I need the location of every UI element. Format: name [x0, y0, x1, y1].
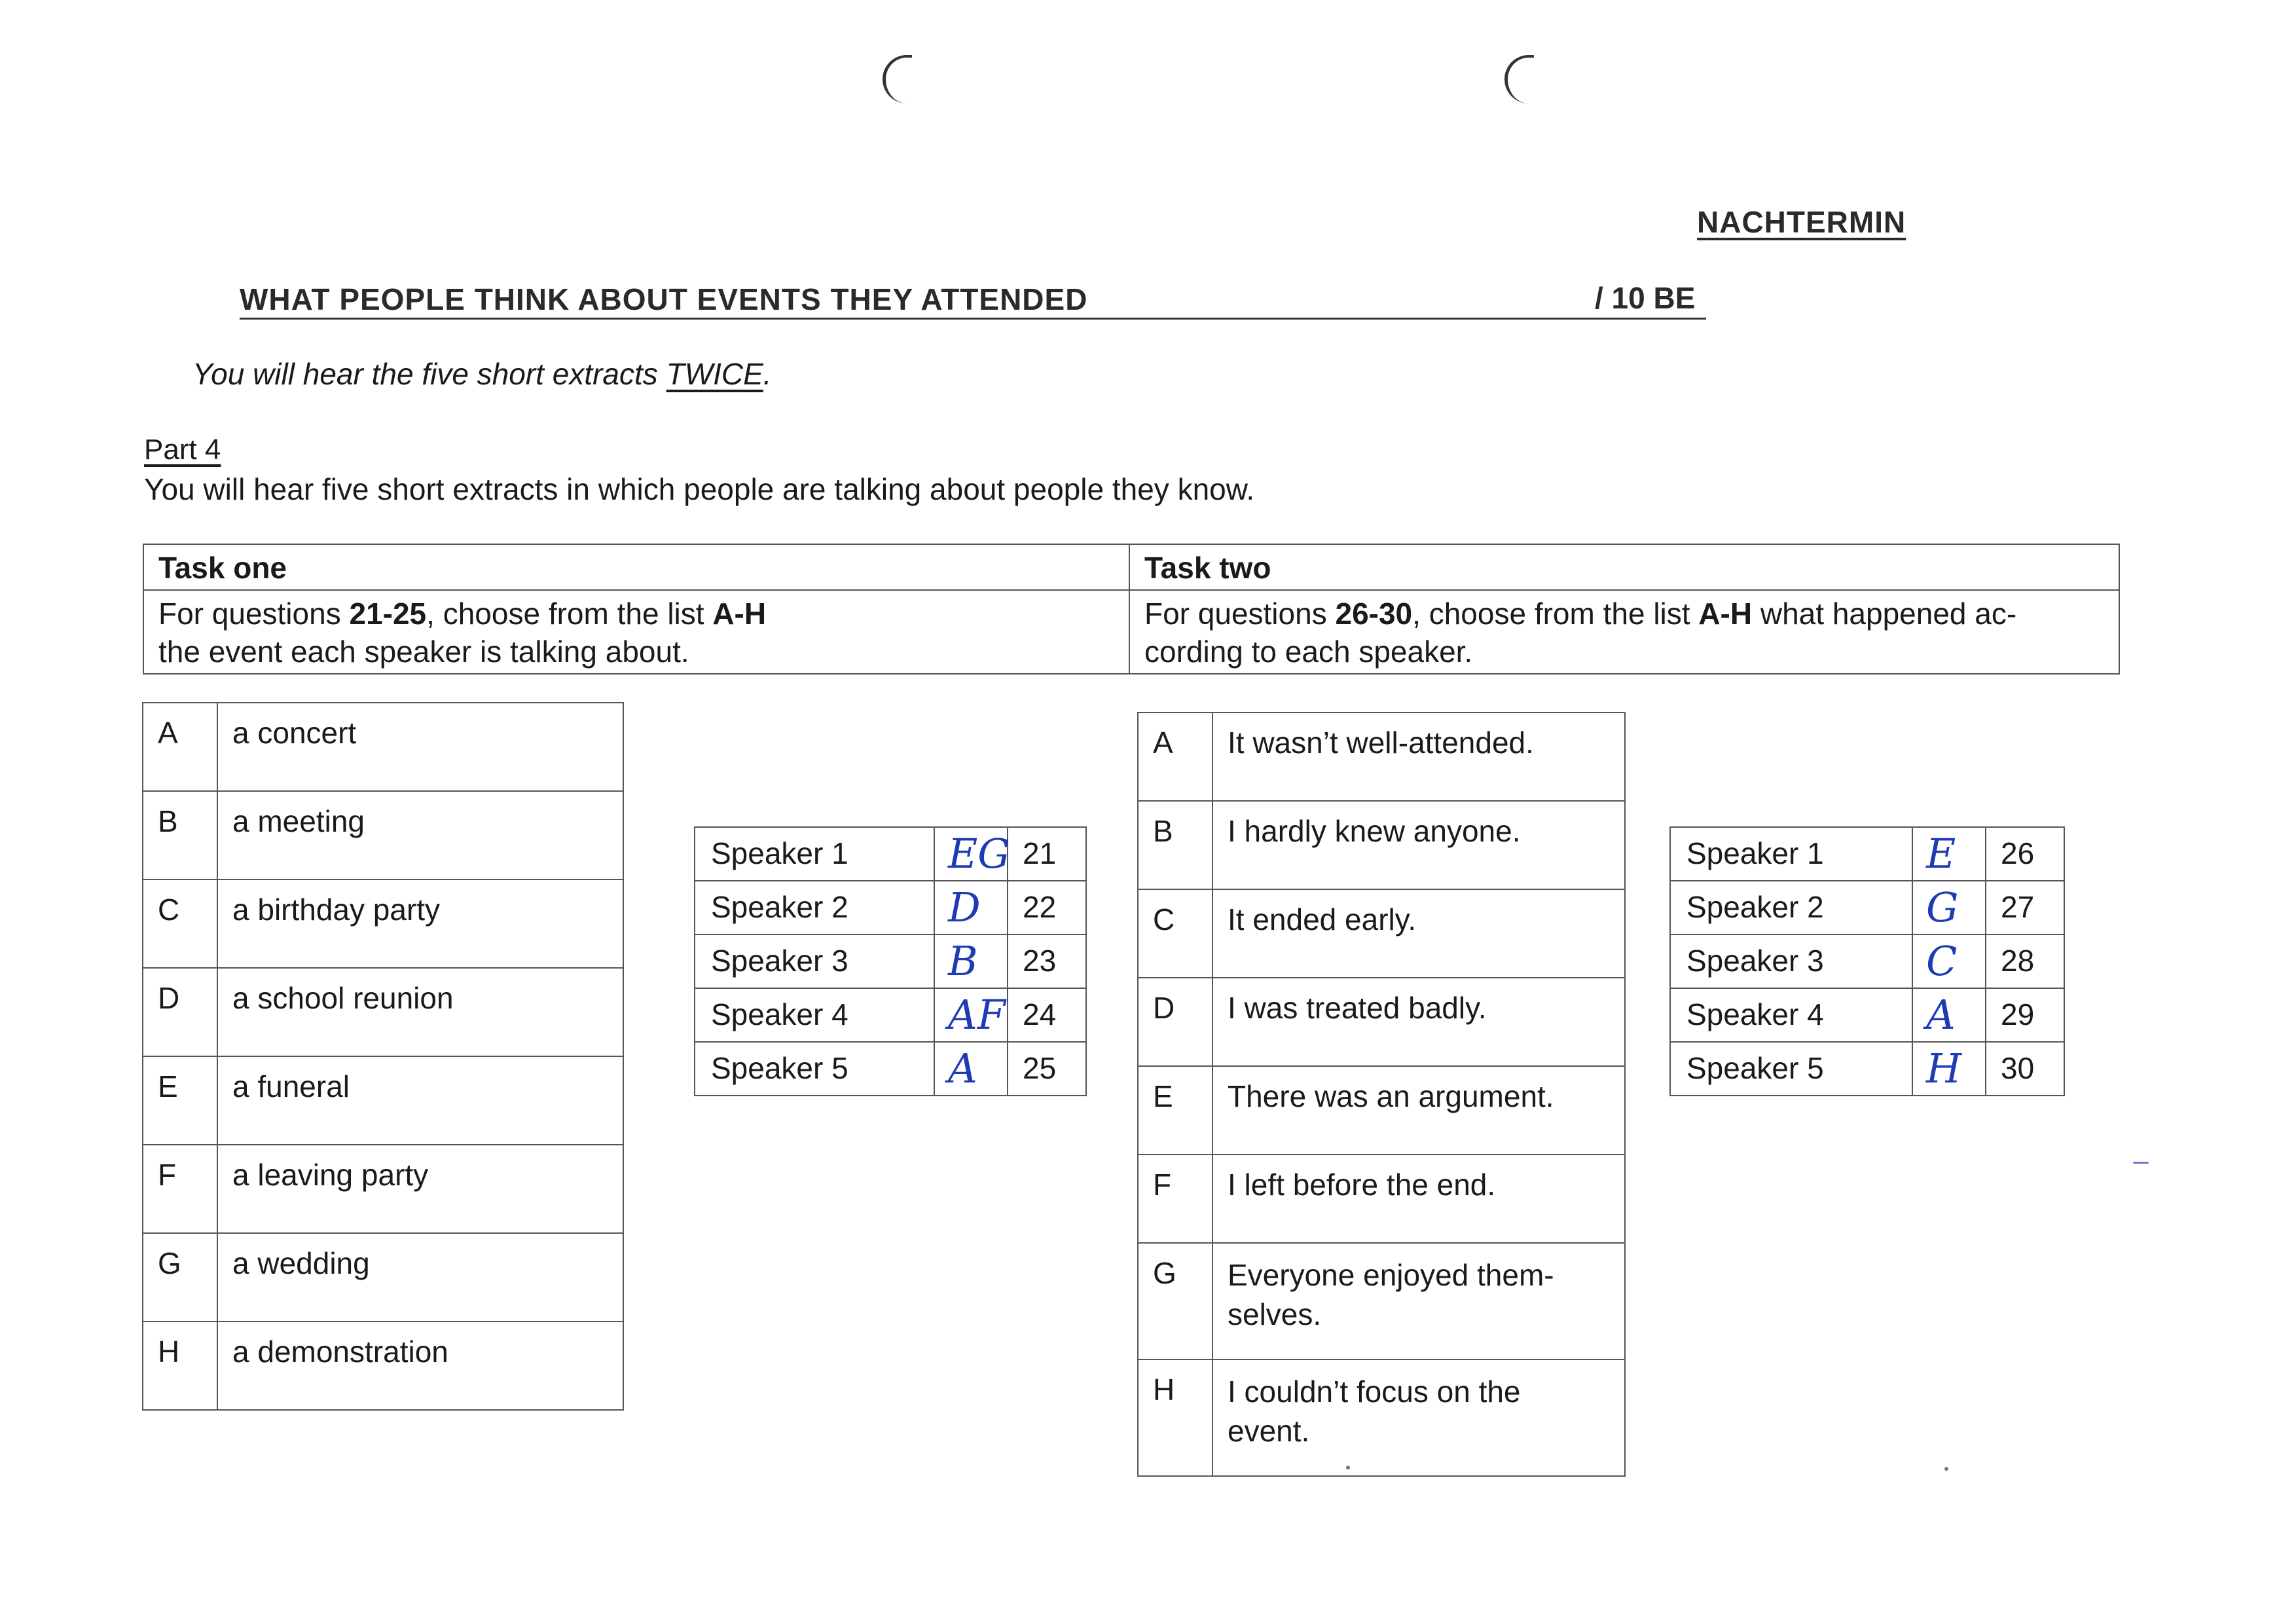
question-number: 27 [1986, 881, 2064, 934]
task-instructions-table [143, 544, 2120, 675]
handwritten-answer: EG [948, 830, 1010, 878]
option-text: a birthday party [217, 879, 623, 968]
table-row [1670, 988, 2064, 1042]
answer-cell[interactable] [1912, 881, 1986, 934]
list-item [143, 968, 623, 1056]
option-letter: B [1138, 801, 1212, 889]
task-one-text-mid: , choose from the list [426, 597, 713, 631]
option-text: a funeral [217, 1056, 623, 1145]
list-item [143, 791, 623, 879]
task-one-text: For questions [158, 597, 350, 631]
task-one-heading: Task one [143, 544, 1129, 590]
answer-cell[interactable] [1912, 827, 1986, 881]
question-number: 25 [1008, 1042, 1086, 1096]
option-text: a wedding [217, 1233, 623, 1322]
handwritten-answer: A [948, 1045, 977, 1092]
table-row [1670, 1042, 2064, 1096]
list-item [143, 1056, 623, 1145]
table-row [1670, 827, 2064, 881]
option-letter: H [1138, 1359, 1212, 1476]
task-one-answer-table [694, 826, 1087, 1096]
option-text: It wasn’t well-attended. [1212, 712, 1625, 801]
instruction-text: You will hear the five short extracts [192, 357, 666, 391]
option-text: a leaving party [217, 1145, 623, 1233]
list-item [1138, 1155, 1625, 1243]
option-letter: E [143, 1056, 217, 1145]
handwritten-answer: A [1926, 991, 1956, 1039]
task-one-text-line2: the event each speaker is talking about. [158, 635, 689, 669]
handwritten-answer: AF [948, 991, 1006, 1039]
instruction-end: . [763, 357, 772, 391]
task-two-list: A-H [1698, 597, 1753, 631]
list-item [1138, 712, 1625, 801]
ink-mark [2133, 1162, 2149, 1164]
answer-cell[interactable] [1912, 934, 1986, 988]
answer-cell[interactable] [934, 934, 1008, 988]
answer-cell[interactable] [934, 827, 1008, 881]
task-two-text: For questions [1144, 597, 1336, 631]
list-item [143, 703, 623, 791]
table-row [1670, 881, 2064, 934]
part-description: You will hear five short extracts in which people are talking about people they know. [144, 472, 1255, 506]
option-letter: B [143, 791, 217, 879]
speaker-label: Speaker 4 [695, 988, 934, 1042]
speaker-label: Speaker 5 [1670, 1042, 1912, 1096]
option-text: I left before the end. [1212, 1155, 1625, 1243]
list-item [143, 1145, 623, 1233]
option-text: a concert [217, 703, 623, 791]
question-number: 30 [1986, 1042, 2064, 1096]
task-two-heading: Task two [1129, 544, 2119, 590]
option-text-line1: Everyone enjoyed them- [1228, 1258, 1554, 1292]
option-text: a school reunion [217, 968, 623, 1056]
speaker-label: Speaker 5 [695, 1042, 934, 1096]
option-letter: E [1138, 1066, 1212, 1155]
option-text: I was treated badly. [1212, 978, 1625, 1066]
list-item [1138, 978, 1625, 1066]
list-item [1138, 1066, 1625, 1155]
page-title: WHAT PEOPLE THINK ABOUT EVENTS THEY ATTENDED [240, 282, 1088, 316]
option-text: I hardly knew anyone. [1212, 801, 1625, 889]
table-row [695, 827, 1086, 881]
option-letter: F [143, 1145, 217, 1233]
question-number: 24 [1008, 988, 1086, 1042]
handwritten-answer: C [1926, 937, 1958, 985]
question-number: 23 [1008, 934, 1086, 988]
answer-cell[interactable] [934, 881, 1008, 934]
question-number: 26 [1986, 827, 2064, 881]
option-letter: G [1138, 1243, 1212, 1359]
table-row [695, 1042, 1086, 1096]
speaker-label: Speaker 2 [1670, 881, 1912, 934]
task-two-text-post: what happened ac- [1752, 597, 2017, 631]
table-row [695, 988, 1086, 1042]
option-text [1212, 1243, 1625, 1359]
option-text-line2: selves. [1228, 1297, 1322, 1331]
task-two-text-mid: , choose from the list [1412, 597, 1699, 631]
question-number: 29 [1986, 988, 2064, 1042]
question-number: 28 [1986, 934, 2064, 988]
question-number: 21 [1008, 827, 1086, 881]
speaker-label: Speaker 2 [695, 881, 934, 934]
option-letter: C [143, 879, 217, 968]
table-row [1670, 934, 2064, 988]
option-letter: H [143, 1322, 217, 1410]
handwritten-answer: D [948, 883, 981, 931]
question-number: 22 [1008, 881, 1086, 934]
option-letter: G [143, 1233, 217, 1322]
option-text: a meeting [217, 791, 623, 879]
instruction-emphasis: TWICE [666, 357, 763, 391]
punch-hole-right [1504, 55, 1534, 103]
title-underline [240, 318, 1706, 320]
option-text: There was an argument. [1212, 1066, 1625, 1155]
task-two-range: 26-30 [1335, 597, 1413, 631]
option-letter: F [1138, 1155, 1212, 1243]
task-two-instructions [1129, 590, 2119, 674]
answer-cell[interactable] [934, 988, 1008, 1042]
option-letter: D [143, 968, 217, 1056]
speaker-label: Speaker 1 [1670, 827, 1912, 881]
list-item [143, 1322, 623, 1410]
list-item [143, 1233, 623, 1322]
list-item [1138, 1359, 1625, 1476]
task-two-answer-table [1669, 826, 2065, 1096]
speaker-label: Speaker 4 [1670, 988, 1912, 1042]
option-letter: D [1138, 978, 1212, 1066]
list-item [1138, 801, 1625, 889]
table-row [695, 934, 1086, 988]
nachtermin-label: NACHTERMIN [1697, 205, 1906, 239]
answer-cell[interactable] [1912, 988, 1986, 1042]
option-text [1212, 1359, 1625, 1476]
list-item [143, 879, 623, 968]
option-text-line1: I couldn’t focus on the [1228, 1375, 1521, 1409]
option-letter: A [1138, 712, 1212, 801]
option-letter: C [1138, 889, 1212, 978]
task-one-range: 21-25 [349, 597, 427, 631]
score-label: / 10 BE [1595, 281, 1696, 315]
list-item [1138, 1243, 1625, 1359]
events-options-table [142, 702, 624, 1411]
part-label: Part 4 [144, 434, 221, 466]
answer-cell[interactable] [1912, 1042, 1986, 1096]
task-one-instructions [143, 590, 1129, 674]
handwritten-answer: G [1926, 883, 1959, 931]
speaker-label: Speaker 3 [1670, 934, 1912, 988]
answer-cell[interactable] [934, 1042, 1008, 1096]
scan-speck [1944, 1467, 1948, 1471]
list-item [1138, 889, 1625, 978]
handwritten-answer: H [1926, 1045, 1962, 1092]
scan-speck [1346, 1466, 1350, 1470]
speaker-label: Speaker 1 [695, 827, 934, 881]
listening-instruction [192, 356, 772, 392]
speaker-label: Speaker 3 [695, 934, 934, 988]
outcomes-options-table [1137, 712, 1626, 1477]
option-letter: A [143, 703, 217, 791]
table-row [695, 881, 1086, 934]
punch-hole-left [883, 55, 912, 103]
option-text-line2: event. [1228, 1414, 1310, 1448]
handwritten-answer: B [948, 937, 978, 985]
task-two-text-line2: cording to each speaker. [1144, 635, 1473, 669]
option-text: It ended early. [1212, 889, 1625, 978]
option-text: a demonstration [217, 1322, 623, 1410]
handwritten-answer: E [1926, 830, 1956, 878]
task-one-list: A-H [712, 597, 767, 631]
